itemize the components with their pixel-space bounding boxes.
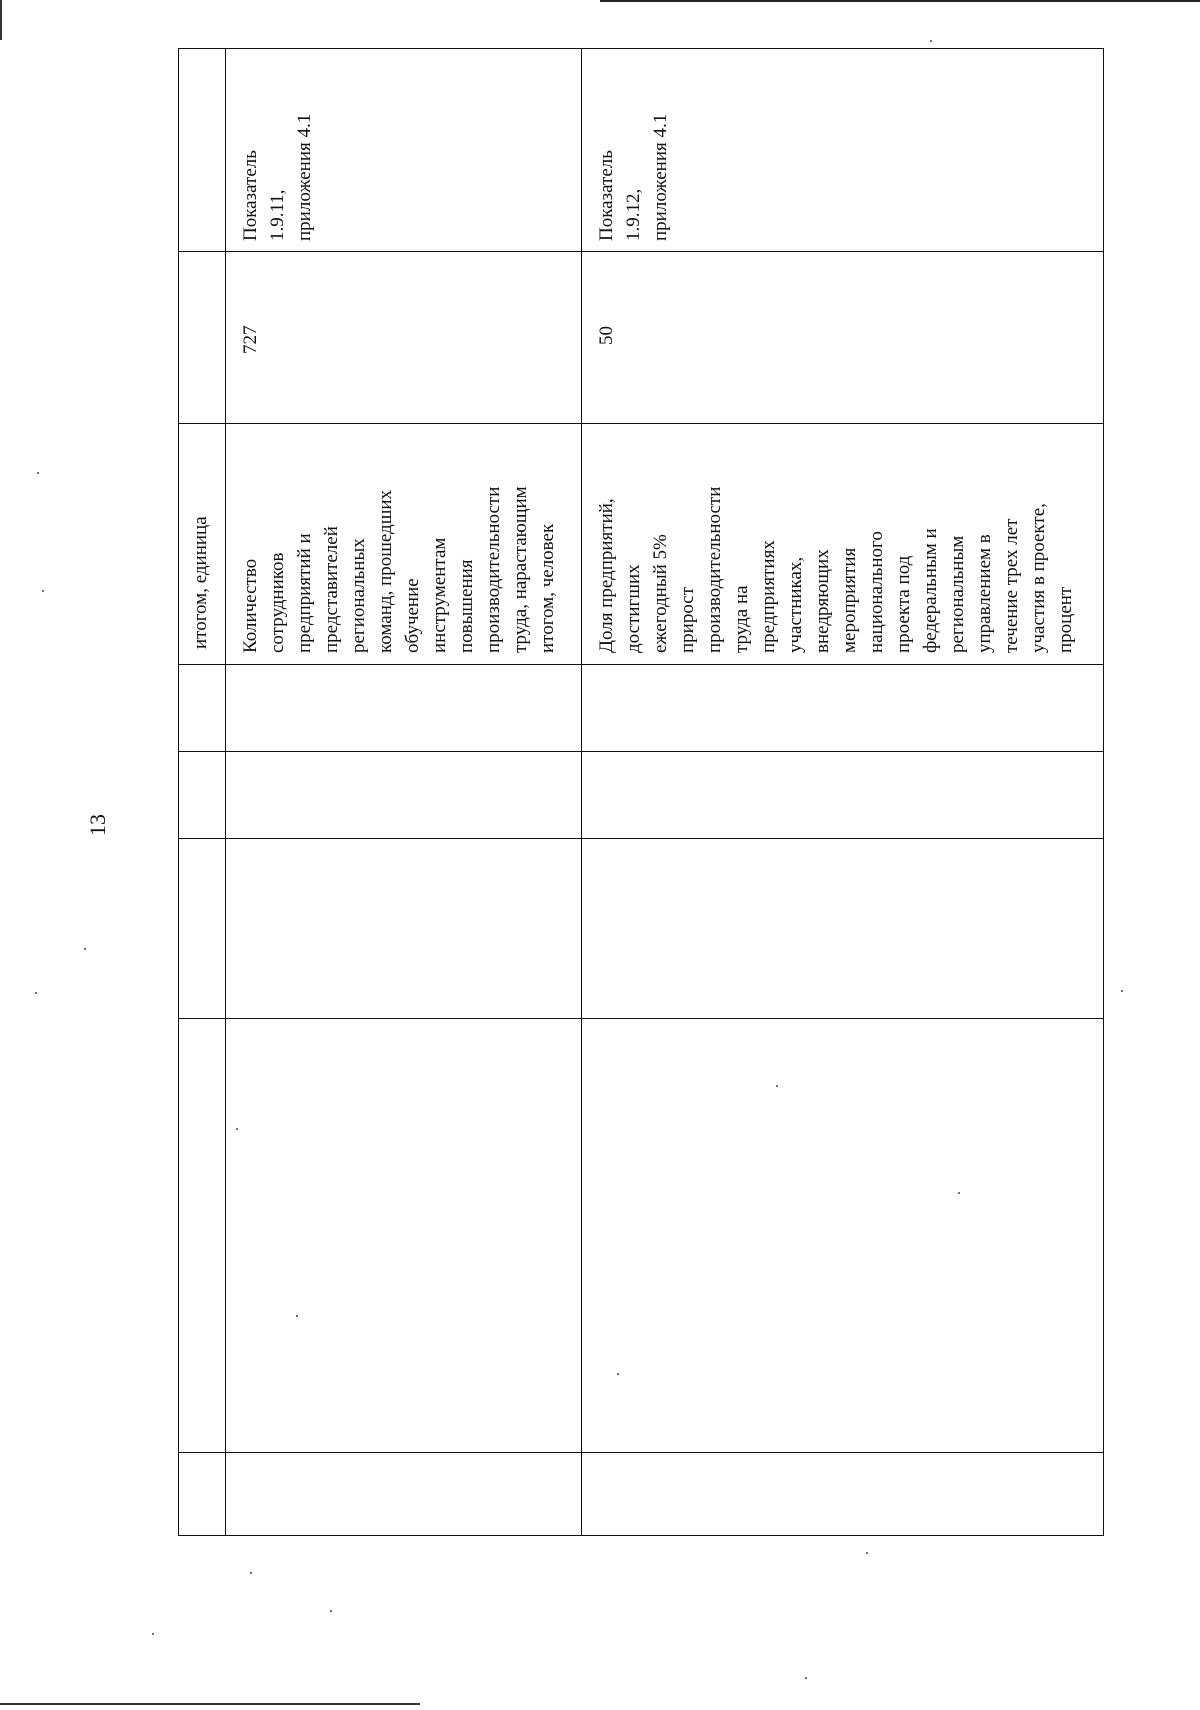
table-grid-line [179,423,1103,424]
row-1-value: 727 [240,325,261,354]
row-2-indicator-name: Доля предприятий, достигших ежегодный 5% прирост производительности труда на предприятиях участниках, внедряющих мероприятия национального проекта под федеральным и региональным управлением в течение трех лет участия в проекте, процент [596,486,1076,653]
table-row-divider [581,49,582,1535]
scan-speck [805,1677,807,1679]
scan-speck [84,948,86,950]
scan-speck [35,992,37,994]
scan-speck [866,1552,868,1554]
scan-edge-top [600,0,1200,2]
page-number: 13 [85,814,110,836]
table-grid-line [179,1018,1103,1019]
scan-edge-left [0,0,2,40]
table-header-divider [225,49,226,1535]
scan-speck [236,1128,238,1130]
scan-speck [42,590,44,592]
scan-speck [296,1315,298,1317]
row-1-indicator-name: Количество сотрудников предприятий и представителей региональных команд, прошедших обучение инструментам повышения производительности труда, нарастающим итогом, человек [240,486,558,653]
table-grid-line [179,838,1103,839]
scan-speck [37,472,39,474]
scan-speck [1121,990,1123,992]
scan-speck [958,1192,960,1194]
row-2-value: 50 [596,326,617,345]
table-grid-line [179,1452,1103,1453]
scan-speck [152,1633,154,1635]
table-grid-line [179,751,1103,752]
table-grid-line [179,664,1103,665]
scan-speck [776,1085,778,1087]
scan-speck [930,40,932,42]
scan-edge-bottom [0,1703,420,1705]
header-unit-label: итогом, единица [190,516,211,649]
row-1-reference: Показатель 1.9.11, приложения 4.1 [240,113,315,241]
scan-speck [330,1610,332,1612]
indicator-table [178,48,1104,1536]
scan-speck [617,1373,619,1375]
row-2-reference: Показатель 1.9.12, приложения 4.1 [596,113,671,241]
scan-speck [250,1572,252,1574]
table-grid-line [179,251,1103,252]
